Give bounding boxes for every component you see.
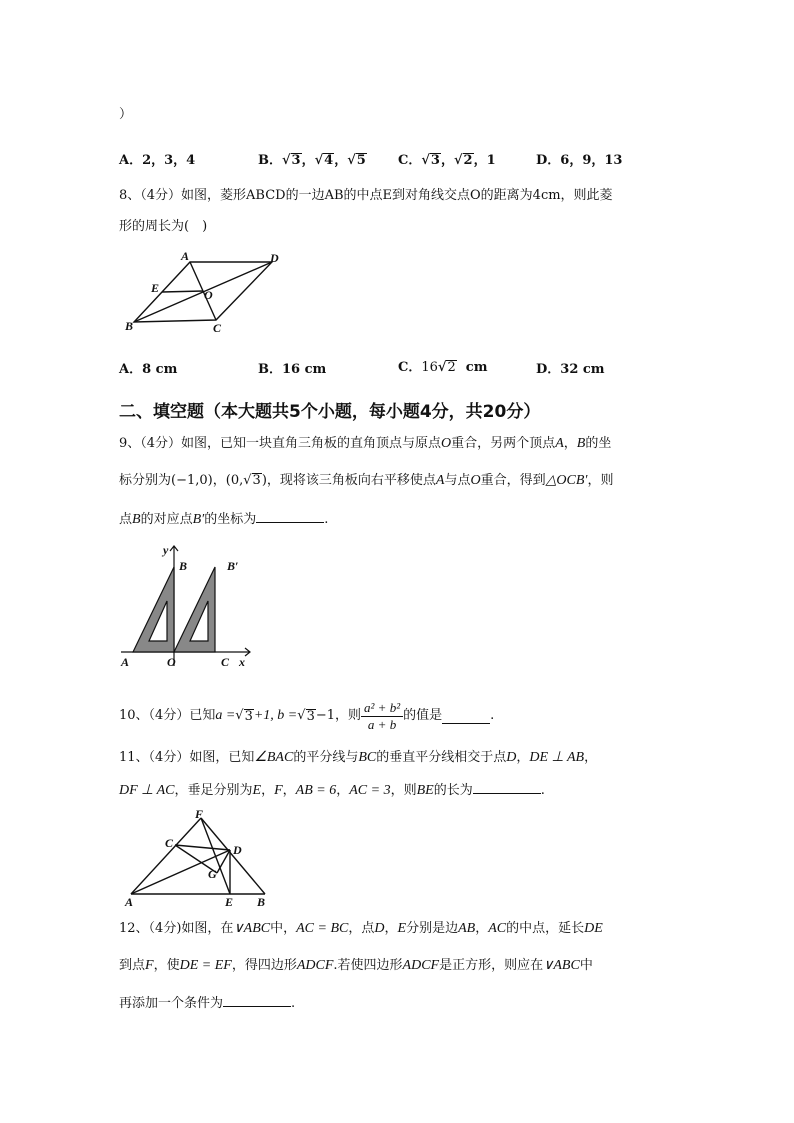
triangle-ruler-figure bbox=[117, 542, 257, 672]
q8-option-c: C．16√2 cm bbox=[398, 360, 488, 375]
label-c: C bbox=[213, 321, 222, 335]
q10-text: 10、（4分）已知 a = √ 3 +1, b = √ 3 −1 ，则 $\frac{\text{a² + b²}}{a + b}$ 的值是 . bbox=[119, 699, 495, 732]
label-g: G bbox=[208, 867, 217, 881]
label-x: x bbox=[239, 655, 245, 669]
segment-cd bbox=[175, 845, 230, 850]
q7-option-d: D．6，9，13 bbox=[536, 153, 623, 168]
section-title: 二、填空题（本大题共5个小题，每小题4分，共20分） bbox=[119, 402, 541, 422]
q9-text-line1: 9、（4分）如图，已知一块直角三角板的直角顶点与原点O重合，另两个顶点A，B的坐 bbox=[119, 436, 612, 451]
label-e: E bbox=[151, 281, 160, 295]
ruler-original bbox=[133, 567, 174, 652]
q10-fraction: $\frac{\text{a² + b²}}{a + b}$ bbox=[361, 700, 403, 733]
label-a: A bbox=[125, 895, 134, 908]
q10-answer-blank[interactable] bbox=[442, 709, 490, 724]
label-a: A bbox=[181, 249, 190, 263]
q8-text-line2: 形的周长为( ) bbox=[119, 219, 208, 234]
q11-text-line1: 11、（4分）如图，已知∠BAC的平分线与BC的垂直平分线相交于点D，DE ⊥ AB， bbox=[119, 750, 598, 765]
label-o: O bbox=[204, 288, 213, 302]
rhombus-figure bbox=[115, 248, 295, 338]
label-b-prime: B′ bbox=[227, 559, 239, 573]
label-y: y bbox=[163, 543, 169, 557]
label-d: D bbox=[270, 251, 279, 265]
q8-option-b: B．16 cm bbox=[258, 362, 327, 377]
label-c: C bbox=[221, 655, 230, 669]
q8-option-d: D．32 cm bbox=[536, 362, 605, 377]
label-b: B bbox=[179, 559, 188, 573]
q8-text-line1: 8、（4分）如图，菱形ABCD的一边AB的中点E到对角线交点O的距离为4cm，则此菱 bbox=[119, 188, 613, 203]
q12-text-line2: 到点F，使DE = EF，得四边形ADCF.若使四边形ADCF是正方形，则应在∨ABC中 bbox=[119, 958, 593, 973]
q7-option-a: A．2，3，4 bbox=[119, 153, 196, 168]
q9-text-line2: 标分别为(−1,0)，(0,√3)，现将该三角板向右平移使点A与点O重合，得到△OCB′，则 bbox=[119, 473, 614, 488]
bisector-figure bbox=[117, 808, 287, 908]
q9-answer-blank[interactable] bbox=[256, 508, 324, 523]
q12-answer-blank[interactable] bbox=[223, 992, 291, 1007]
label-c: C bbox=[165, 836, 174, 850]
q11-text-line2: DF ⊥ AC，垂足分别为E，F，AB = 6，AC = 3，则BE的长为 . bbox=[119, 779, 545, 801]
q12-text-line3: 再添加一个条件为 . bbox=[119, 992, 295, 1014]
label-e: E bbox=[225, 895, 234, 908]
label-b: B bbox=[257, 895, 266, 908]
segment-fe bbox=[201, 818, 230, 894]
q7-option-c: C．√3，√2，1 bbox=[398, 153, 496, 168]
label-b: B bbox=[125, 319, 134, 333]
q8-option-a: A．8 cm bbox=[119, 362, 178, 377]
q12-text-line1: 12、（4分)如图，在∨ABC中，AC = BC，点D，E分别是边AB，AC的中点，延长DE bbox=[119, 921, 603, 936]
ruler-translated bbox=[174, 567, 215, 652]
q7-option-b: B．√3，√4，√5 bbox=[258, 153, 366, 168]
label-a: A bbox=[121, 655, 130, 669]
q9-text-line3: 点B的对应点B′的坐标为 . bbox=[119, 508, 328, 530]
q11-answer-blank[interactable] bbox=[473, 779, 541, 794]
continued-paren: ） bbox=[119, 107, 133, 122]
label-d: D bbox=[233, 843, 242, 857]
segment-eo bbox=[162, 291, 203, 292]
label-o: O bbox=[167, 655, 176, 669]
label-f: F bbox=[195, 808, 204, 821]
